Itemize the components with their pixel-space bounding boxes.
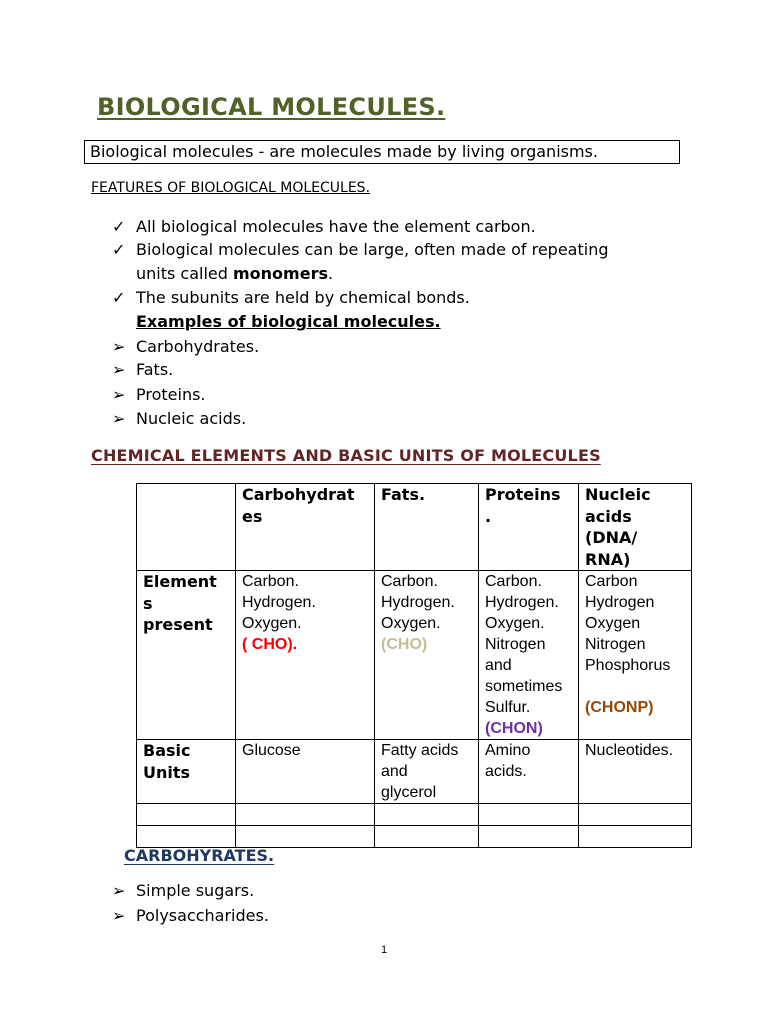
arrowhead-icon: ➢ <box>112 360 126 379</box>
carb-item <box>112 881 255 901</box>
chemical-elements-heading: CHEMICAL ELEMENTS AND BASIC UNITS OF MOLECULES <box>91 446 601 465</box>
feature-text: units called <box>136 264 233 283</box>
feature-item-2-continued <box>136 264 333 284</box>
arrowhead-icon: ➢ <box>112 337 126 356</box>
arrowhead-icon: ➢ <box>112 881 126 900</box>
cell-proteins-units: Amino acids. <box>479 740 579 804</box>
example-item <box>112 337 260 357</box>
monomers-term: monomers <box>233 264 328 283</box>
feature-item-1 <box>112 217 536 237</box>
feature-text: Biological molecules can be large, often made of repeating <box>136 240 609 259</box>
table-row-empty <box>137 804 692 826</box>
cell-proteins-elements: Carbon. Hydrogen. Oxygen. Nitrogen and sometimes Sulfur. (CHON) <box>479 571 579 740</box>
cell-fats-elements: Carbon. Hydrogen. Oxygen. (CHO) <box>375 571 479 740</box>
definition-box: Biological molecules - are molecules made by living organisms. <box>84 140 680 164</box>
features-heading: FEATURES OF BIOLOGICAL MOLECULES. <box>91 180 371 196</box>
check-icon: ✓ <box>112 240 126 259</box>
page-number: 1 <box>380 944 388 956</box>
carb-item-text: Polysaccharides. <box>136 906 269 925</box>
example-item <box>112 360 174 380</box>
formula-cho-carbs: ( CHO). <box>242 636 298 653</box>
cell-nucleic-units: Nucleotides. <box>579 740 692 804</box>
table-header-fats: Fats. <box>375 484 479 571</box>
formula-cho-fats: (CHO) <box>381 636 428 653</box>
arrowhead-icon: ➢ <box>112 385 126 404</box>
cell-carbohydrates-units: Glucose <box>236 740 375 804</box>
carb-item-text: Simple sugars. <box>136 881 255 900</box>
formula-chon: (CHON) <box>485 720 543 737</box>
carb-item <box>112 906 269 926</box>
carbohydrates-heading: CARBOHYRATES. <box>124 846 275 865</box>
example-text: Fats. <box>136 360 174 379</box>
check-icon: ✓ <box>112 288 126 307</box>
feature-item-2 <box>112 240 609 260</box>
feature-text: . <box>327 264 334 283</box>
example-text: Proteins. <box>136 385 206 404</box>
table-header-empty <box>137 484 236 571</box>
examples-heading: Examples of biological molecules. <box>136 312 441 331</box>
arrowhead-icon: ➢ <box>112 409 126 428</box>
formula-chonp: (CHONP) <box>585 699 654 716</box>
example-item <box>112 409 247 429</box>
molecules-table <box>136 483 692 848</box>
example-item <box>112 385 206 405</box>
check-icon: ✓ <box>112 217 126 236</box>
table-row-elements <box>137 571 692 740</box>
table-row-basic-units <box>137 740 692 804</box>
example-text: Carbohydrates. <box>136 337 260 356</box>
cell-carbohydrates-elements: Carbon. Hydrogen. Oxygen. ( CHO). <box>236 571 375 740</box>
cell-fats-units: Fatty acids and glycerol <box>375 740 479 804</box>
feature-item-3 <box>112 288 470 308</box>
row-label-elements-present: Element s present <box>137 571 236 740</box>
page-title: BIOLOGICAL MOLECULES. <box>97 93 446 121</box>
feature-text: All biological molecules have the element carbon. <box>136 217 536 236</box>
example-text: Nucleic acids. <box>136 409 247 428</box>
row-label-basic-units: Basic Units <box>137 740 236 804</box>
table-header-proteins: Proteins . <box>479 484 579 571</box>
table-header-nucleic-acids: Nucleic acids (DNA/ RNA) <box>579 484 692 571</box>
cell-nucleic-elements: Carbon Hydrogen Oxygen Nitrogen Phosphorus (CHONP) <box>579 571 692 740</box>
arrowhead-icon: ➢ <box>112 906 126 925</box>
table-header-carbohydrates: Carbohydrat es <box>236 484 375 571</box>
table-row-empty <box>137 826 692 848</box>
table-header-row <box>137 484 692 571</box>
feature-text: The subunits are held by chemical bonds. <box>136 288 470 307</box>
